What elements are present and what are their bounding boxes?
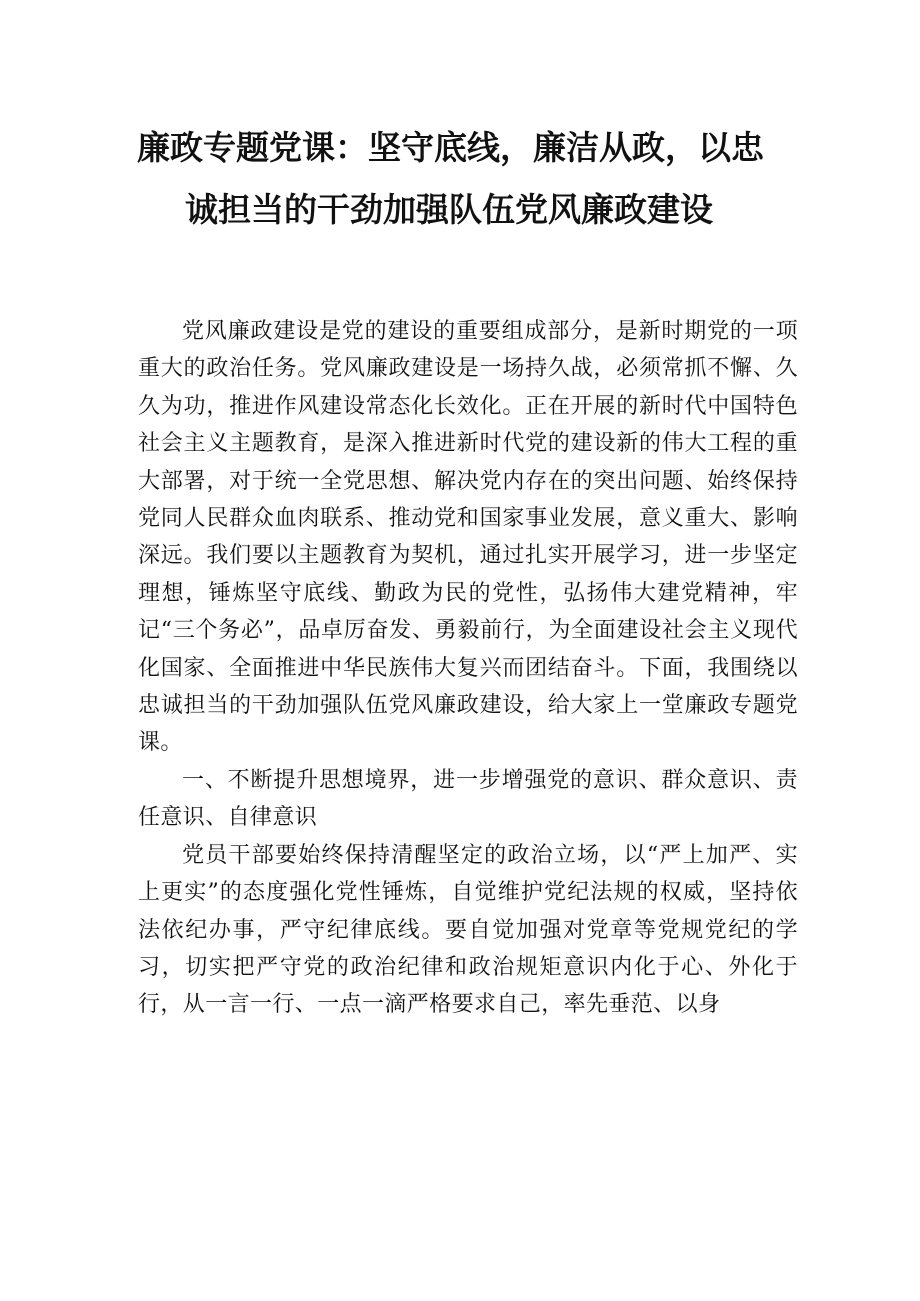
document-title-line-2: 诚担当的干劲加强队伍党风廉政建设 (185, 190, 713, 229)
body-paragraph-section-1: 党员干部要始终保持清醒坚定的政治立场，以“严上加严、实上更实”的态度强化党性锤炼，自觉维护党纪法规的权威，坚持依法依纪办事，严守纪律底线。要自觉加强对党章等党规党纪的学习，切实把严守党的政治纪律和政治规矩意识内化于心、外化于行，从一言一行、一点一滴严格要求自己，率先垂范、以身 (138, 842, 798, 1018)
section-heading-1: 一、不断提升思想境界，进一步增强党的意识、群众意识、责任意识、自律意识 (138, 767, 798, 831)
document-title-line-1: 廉政专题党课：坚守底线，廉洁从政，以忠 (137, 128, 764, 167)
document-body (138, 313, 798, 1024)
body-paragraph-intro: 党风廉政建设是党的建设的重要组成部分，是新时期党的一项重大的政治任务。党风廉政建设是一场持久战，必须常抓不懈、久久为功，推进作风建设常态化长效化。正在开展的新时代中国特色社会主义主题教育，是深入推进新时代党的建设新的伟大工程的重大部署，对于统一全党思想、解决党内存在的突出问题、始终保持党同人民群众血肉联系、推动党和国家事业发展，意义重大、影响深远。我们要以主题教育为契机，通过扎实开展学习，进一步坚定理想，锤炼坚守底线、勤政为民的党性，弘扬伟大建党精神，牢记“三个务必”，品卓厉奋发、勇毅前行，为全面建设社会主义现代化国家、全面推进中华民族伟大复兴而团结奋斗。下面，我围绕以忠诚担当的干劲加强队伍党风廉政建设，给大家上一堂廉政专题党课。 (138, 319, 798, 756)
